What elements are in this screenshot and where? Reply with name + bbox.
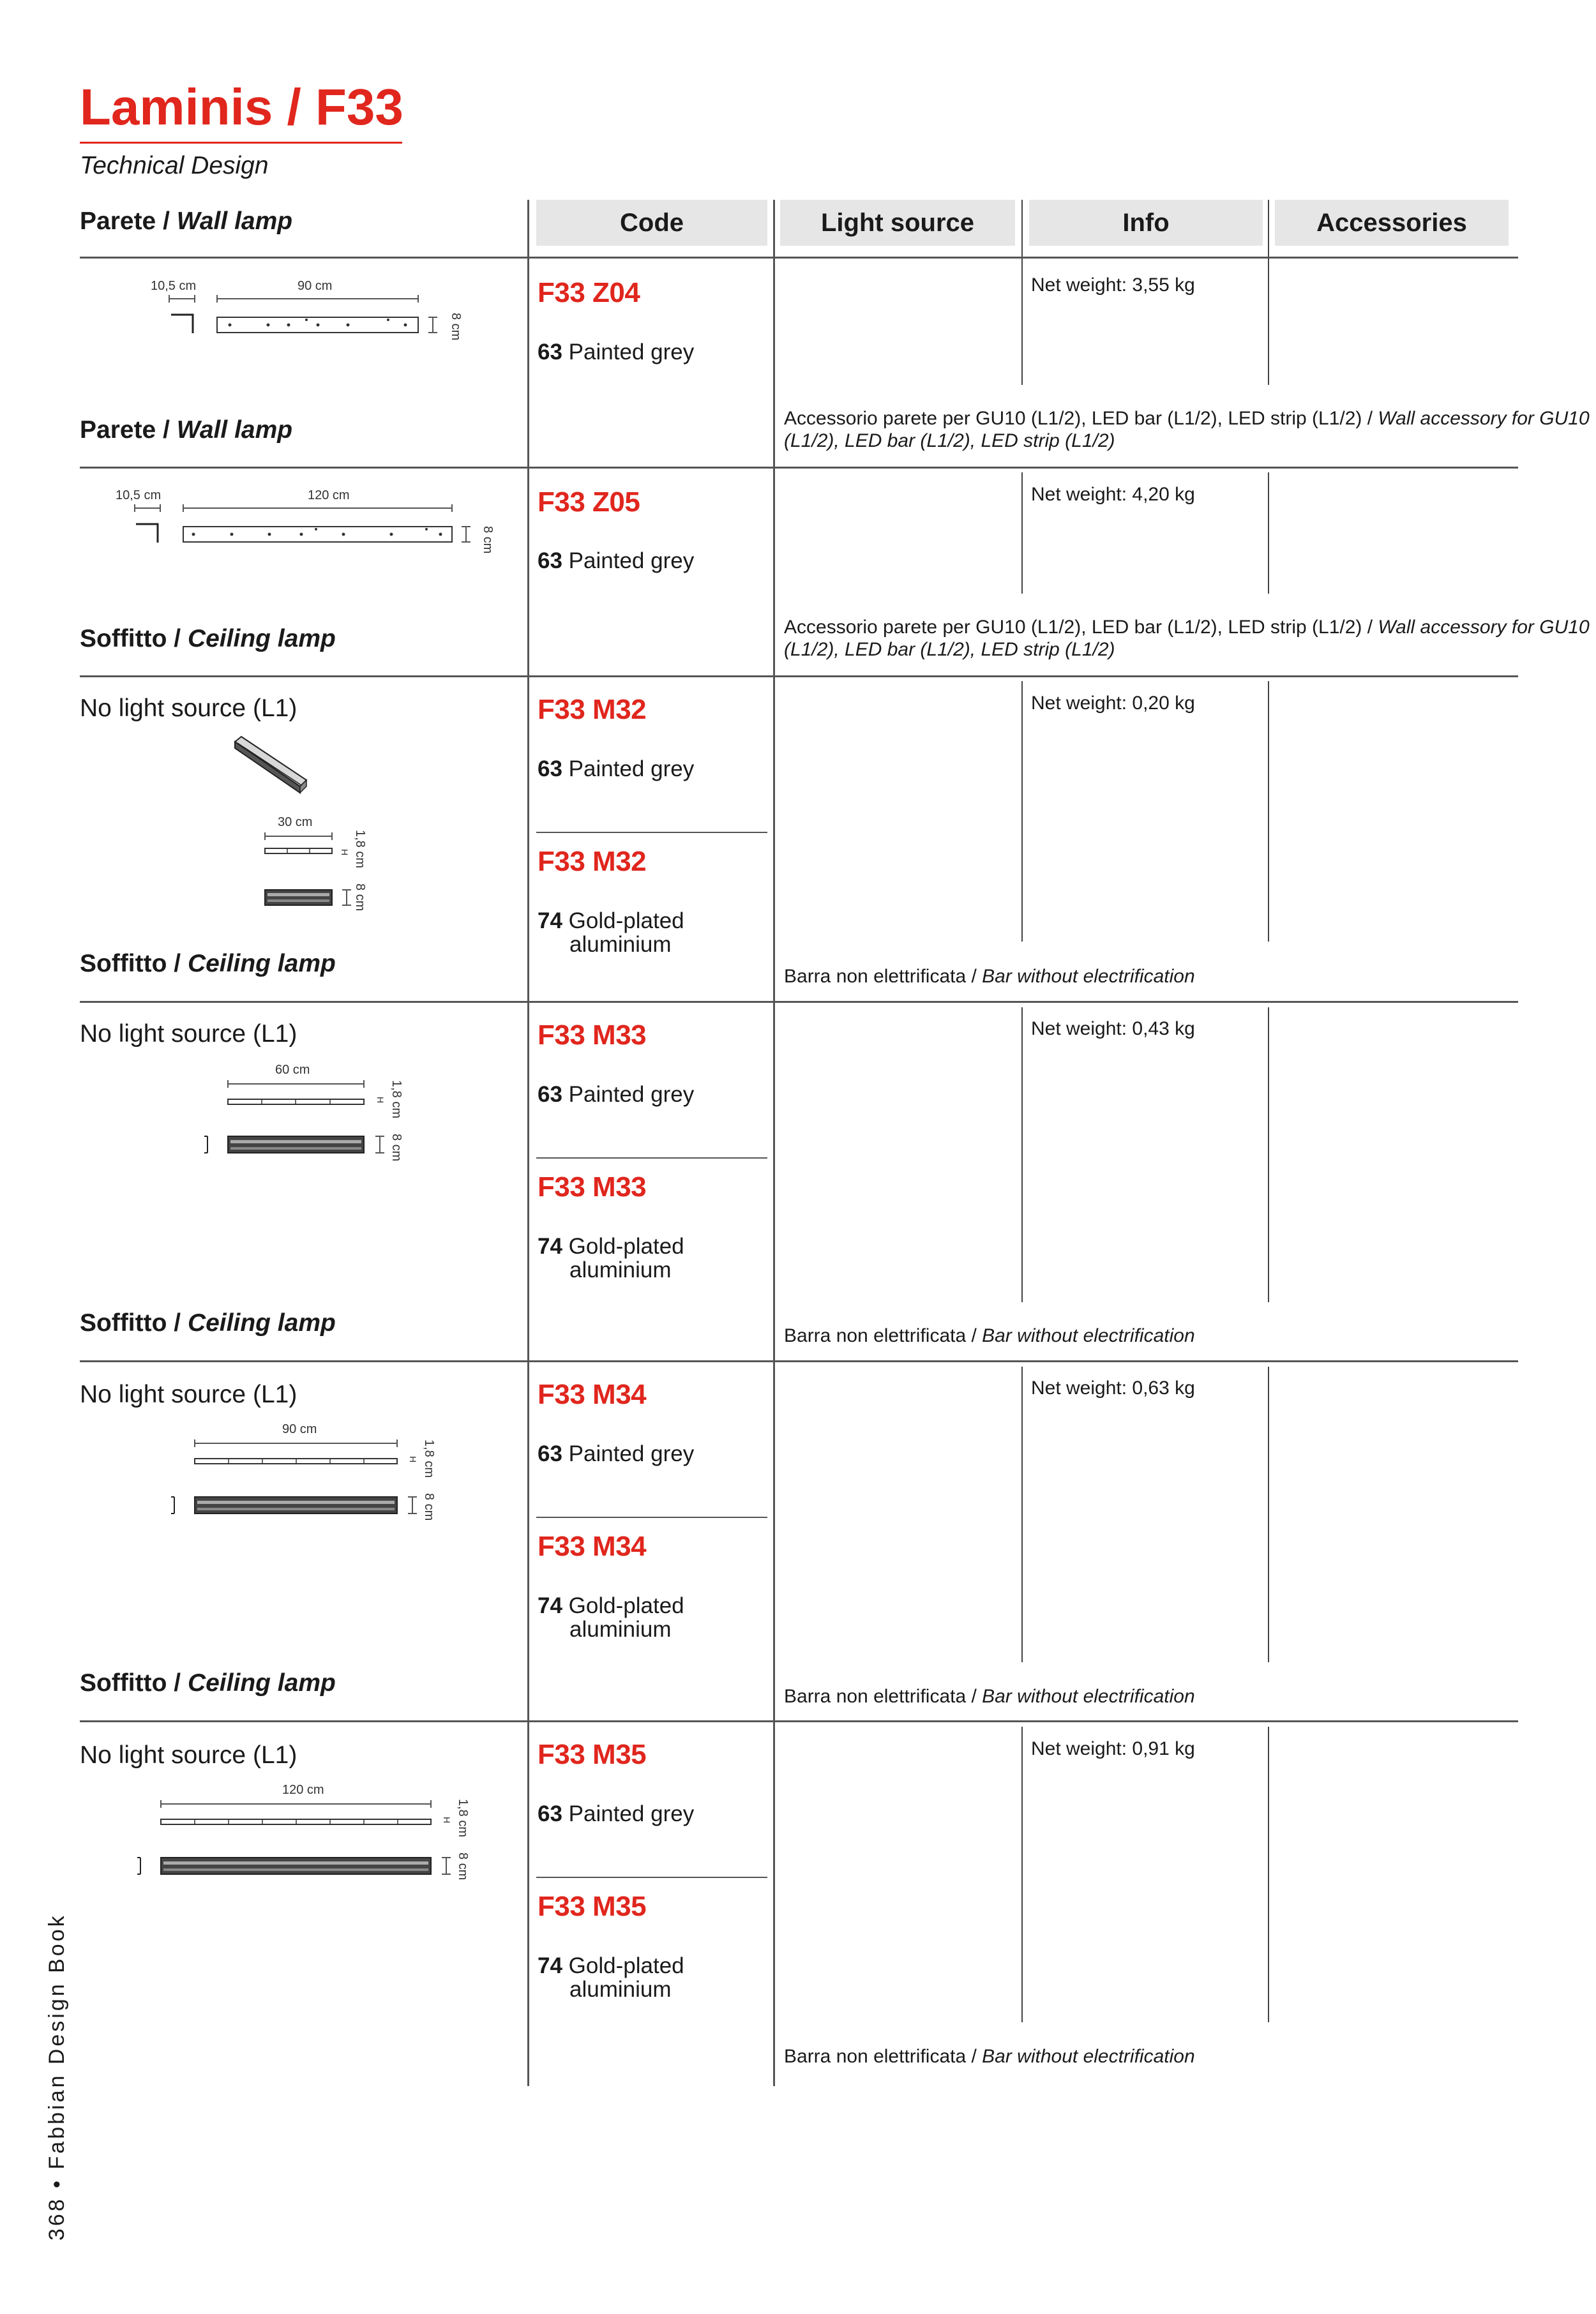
- dimension-label: 10,5 cm: [116, 488, 162, 502]
- light-source-label: No light source (L1): [80, 1020, 297, 1048]
- product-code: F33 M32: [538, 846, 647, 877]
- net-weight: Net weight: 4,20 kg: [1031, 484, 1195, 505]
- finish-label: 63 Painted grey: [538, 548, 695, 573]
- code-separator: [536, 832, 767, 833]
- net-weight: Net weight: 0,20 kg: [1031, 693, 1195, 714]
- table-divider-code: [527, 200, 529, 2086]
- light-source-label: No light source (L1): [80, 1381, 297, 1408]
- finish-label: 63 Painted grey: [538, 756, 695, 781]
- info-divider: [1021, 472, 1023, 594]
- page-title: Laminis / F33: [80, 79, 403, 135]
- dimension-label: 1,8 cm: [456, 1799, 470, 1838]
- code-separator: [536, 1877, 767, 1878]
- category-label: Parete / Wall lamp: [80, 416, 293, 444]
- title-underline: [80, 142, 402, 144]
- dimension-label: 10,5 cm: [151, 279, 197, 293]
- finish-label: 63 Painted grey: [538, 340, 695, 364]
- accessories-divider: [1268, 1367, 1269, 1662]
- product-code: F33 M32: [538, 694, 647, 725]
- code-separator: [536, 1157, 767, 1159]
- dimension-label: 8 cm: [389, 1134, 403, 1162]
- finish-label: 74 Gold-plated aluminium: [538, 908, 684, 957]
- category-label: Soffitto / Ceiling lamp: [80, 625, 336, 652]
- finish-label: 63 Painted grey: [538, 1801, 695, 1826]
- product-code: F33 M34: [538, 1379, 647, 1410]
- bar-dimension-drawing: [201, 1060, 412, 1168]
- product-code: F33 M35: [538, 1891, 647, 1922]
- dimension-label: 30 cm: [278, 815, 313, 829]
- accessory-note: Accessorio parete per GU10 (L1/2), LED bar (L1/2), LED strip (L1/2) / Wall accessory for GU10 (L1/2), LED bar (L1/2), LED strip (L1/2): [784, 617, 1590, 661]
- row-separator: [80, 1720, 1518, 1722]
- accessory-note: Barra non elettrificata / Bar without electrification: [784, 1325, 1195, 1346]
- row-separator: [80, 1001, 1518, 1003]
- dimension-label: 1,8 cm: [389, 1080, 403, 1119]
- dimension-label: 90 cm: [297, 279, 333, 293]
- bar-dimension-drawing: [131, 1780, 488, 1888]
- light-source-label: No light source (L1): [80, 1741, 297, 1769]
- dimension-label: 1,8 cm: [353, 830, 367, 869]
- accessory-note: Accessorio parete per GU10 (L1/2), LED bar (L1/2), LED strip (L1/2) / Wall accessory for GU10 (L1/2), LED bar (L1/2), LED strip (L1/2): [784, 408, 1590, 452]
- light-source-label: No light source (L1): [80, 695, 297, 722]
- table-divider-light: [773, 200, 775, 2086]
- dimension-label: 1,8 cm: [422, 1439, 436, 1478]
- product-code: F33 M34: [538, 1531, 647, 1562]
- product-code: F33 M33: [538, 1019, 647, 1051]
- accessory-note: Barra non elettrificata / Bar without electrification: [784, 966, 1195, 987]
- dimension-label: 60 cm: [275, 1063, 310, 1077]
- column-header-light-source: Light source: [780, 200, 1015, 246]
- dimension-label: H: [375, 1097, 386, 1104]
- dimension-label: H: [340, 849, 350, 856]
- accessory-note: Barra non elettrificata / Bar without electrification: [784, 1686, 1195, 1707]
- wall-bracket-drawing: [112, 484, 508, 567]
- product-code: F33 M35: [538, 1739, 647, 1770]
- dimension-label: 8 cm: [422, 1493, 436, 1521]
- dimension-label: 120 cm: [308, 488, 350, 502]
- row-separator: [80, 257, 1518, 259]
- row-separator: [80, 675, 1518, 677]
- dimension-label: H: [442, 1817, 452, 1824]
- accessories-divider: [1268, 472, 1269, 594]
- column-header-accessories: Accessories: [1275, 200, 1509, 246]
- dimension-label: 120 cm: [282, 1783, 324, 1797]
- info-divider: [1021, 681, 1023, 942]
- row-separator: [80, 467, 1518, 469]
- info-divider: [1021, 1727, 1023, 2022]
- dimension-label: 8 cm: [353, 883, 367, 912]
- row-separator: [80, 1360, 1518, 1362]
- category-label: Parete / Wall lamp: [80, 207, 293, 235]
- column-header-info: Info: [1029, 200, 1263, 246]
- dimension-label: 90 cm: [282, 1422, 317, 1436]
- info-divider: [1021, 200, 1023, 385]
- dimension-label: 8 cm: [481, 526, 495, 554]
- net-weight: Net weight: 0,91 kg: [1031, 1738, 1195, 1759]
- bar-perspective-drawing: [230, 734, 319, 804]
- accessory-note: Barra non elettrificata / Bar without electrification: [784, 2046, 1195, 2067]
- column-header-code: Code: [536, 200, 767, 246]
- accessories-divider: [1268, 681, 1269, 942]
- finish-label: 63 Painted grey: [538, 1441, 695, 1466]
- bar-dimension-drawing: [166, 1419, 447, 1528]
- category-label: Soffitto / Ceiling lamp: [80, 950, 336, 977]
- finish-label: 63 Painted grey: [538, 1082, 695, 1107]
- dimension-label: H: [408, 1456, 418, 1463]
- net-weight: Net weight: 3,55 kg: [1031, 274, 1195, 296]
- dimension-label: 8 cm: [449, 313, 463, 341]
- dimension-label: 8 cm: [456, 1852, 470, 1881]
- accessories-divider: [1268, 1007, 1269, 1302]
- accessories-divider: [1268, 1727, 1269, 2022]
- bar-dimension-drawing: [252, 812, 380, 920]
- info-divider: [1021, 1007, 1023, 1302]
- category-label: Soffitto / Ceiling lamp: [80, 1309, 336, 1337]
- info-divider: [1021, 1367, 1023, 1662]
- code-separator: [536, 1517, 767, 1518]
- finish-label: 74 Gold-plated aluminium: [538, 1234, 684, 1282]
- page-subtitle: Technical Design: [80, 152, 269, 179]
- wall-bracket-drawing: [147, 274, 479, 357]
- accessories-divider: [1268, 200, 1269, 385]
- net-weight: Net weight: 0,43 kg: [1031, 1018, 1195, 1039]
- product-code: F33 M33: [538, 1171, 647, 1203]
- net-weight: Net weight: 0,63 kg: [1031, 1378, 1195, 1399]
- finish-label: 74 Gold-plated aluminium: [538, 1593, 684, 1642]
- category-label: Soffitto / Ceiling lamp: [80, 1669, 336, 1697]
- product-code: F33 Z04: [538, 277, 640, 308]
- page-footer: 368 • Fabbian Design Book: [45, 1913, 69, 2241]
- product-code: F33 Z05: [538, 486, 640, 518]
- finish-label: 74 Gold-plated aluminium: [538, 1953, 684, 2002]
